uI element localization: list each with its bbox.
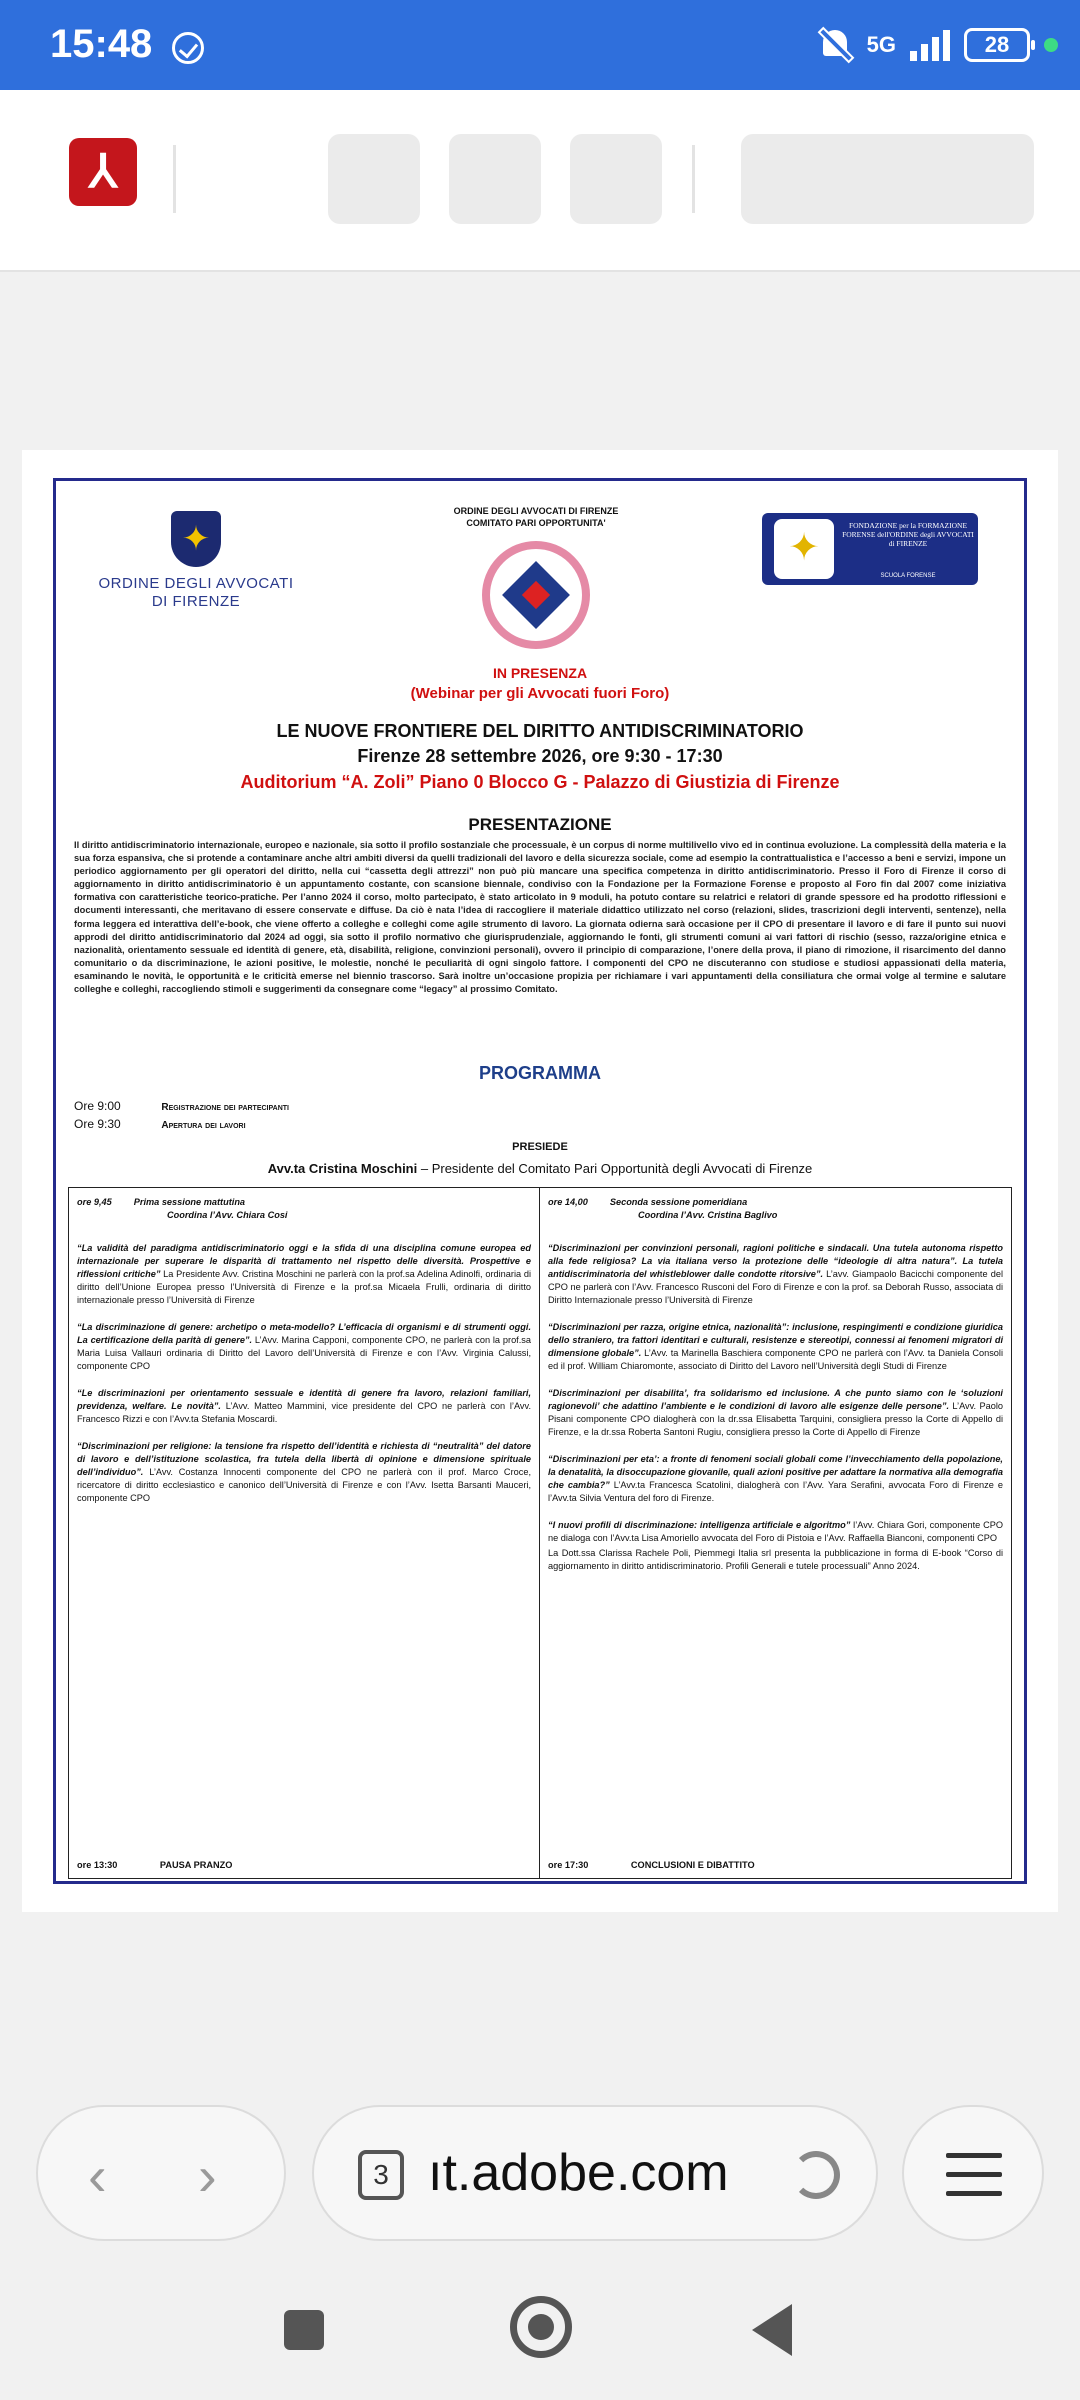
talk-title: “Discriminazioni per razza, origine etnica, nazionalità”: inclusione, respingimenti e condizione giuridica dello straniero, tra fattori identitari e culturali, resistenze e stereotipi, connessi ai fenomeni migratori di dimensione globale”.: [548, 1322, 1003, 1358]
url-text[interactable]: ıt.adobe.com: [428, 2144, 729, 2202]
header-committee: COMITATO PARI OPPORTUNITA': [466, 518, 606, 528]
pdf-page[interactable]: [22, 450, 1058, 1912]
program-label: Apertura dei lavori: [161, 1120, 246, 1131]
talk-speakers: L’Avv. ta Marinella Baschiera componente CPO ne parlerà con l’Avv. ta Daniela Consoli ed il prof. William Chiaromonte, associato di Diritto del Lavoro nell’Università degli Studi di Firenze: [548, 1348, 1003, 1371]
acrobat-logo-icon[interactable]: ⅄: [69, 138, 137, 206]
presiede-name: Avv.ta Cristina Moschini: [267, 1161, 418, 1176]
footer-label: CONCLUSIONI E DIBATTITO: [630, 1860, 755, 1870]
program-table: [68, 1187, 1012, 1879]
talk-title: “La validità del paradigma antidiscriminatorio oggi e la sfida di una disciplina comune europea ed internazionale per superare le disparità di trattamento nel rispetto delle diversità. Prospettive e riflessioni critiche”: [77, 1243, 531, 1279]
talk-title: “I nuovi profili di discriminazione: intelligenza artificiale e algoritmo”: [548, 1520, 851, 1530]
logo-fondazione: [762, 513, 978, 585]
menu-button[interactable]: [902, 2105, 1044, 2241]
back-arrow-icon[interactable]: ‹: [88, 2144, 107, 2207]
viewer-toolbar: [0, 90, 1080, 272]
forward-arrow-icon[interactable]: ›: [198, 2144, 217, 2207]
session-coordinator: Coordina l’Avv. Chiara Cosi: [167, 1210, 288, 1220]
talk-speakers: l’Avv. Chiara Gori, componente CPO ne dialoga con l’Avv.ta Lisa Amoriello avvocata del Foro di Pistoia e l’Avv. Raffaella Bianconi, componenti CPO: [548, 1520, 1003, 1543]
toolbar-placeholder-2: [449, 134, 541, 224]
session-title: Seconda sessione pomeridiana: [609, 1197, 748, 1207]
talk-item: [77, 1440, 531, 1505]
in-presenza: IN PRESENZA: [492, 665, 588, 681]
session-title: Prima sessione mattutina: [133, 1197, 246, 1207]
presiede-role: – Presidente del Comitato Pari Opportunità degli Avvocati di Firenze: [417, 1161, 813, 1176]
status-bar: [0, 0, 1080, 90]
header-org: ORDINE DEGLI AVVOCATI DI FIRENZE: [453, 506, 619, 516]
talk-speakers: L’Avv.ta Francesca Scatolini, dialogherà con l’Avv. Yara Serafini, avvocata Foro di Firenze e l’Avv.ta Silvia Ventura del foro di Firenze.: [548, 1480, 1003, 1503]
webinar-note: (Webinar per gli Avvocati fuori Foro): [410, 685, 670, 702]
presentazione-heading: PRESENTAZIONE: [468, 815, 612, 834]
program-label: Registrazione dei partecipanti: [161, 1102, 289, 1113]
fondazione-emblem-icon: [774, 519, 834, 579]
signal-icon: [910, 29, 950, 61]
reload-icon[interactable]: [792, 2151, 840, 2199]
program-time: Ore 9:00: [74, 1099, 121, 1113]
program-row: [74, 1099, 289, 1113]
talk-title: “Discriminazioni per convinzioni personali, ragioni politiche e sindacali. Una tutela autonoma rispetto alla fede religiosa? La via italiana verso la protezione delle “ideologie di altra natura”. La tutela antidiscriminatoria del whistleblower dalle condotte ritorsive”.: [548, 1243, 1003, 1279]
logo-right-sub: SCUOLA FORENSE: [880, 573, 936, 579]
presentazione-text: Il diritto antidiscriminatorio internazionale, europeo e nazionale, sia sotto il profilo sostanziale che processuale, è un corpus di norme multilivello vivo ed in continua evoluzione. La complessità della materia e la sua forza espansiva, che si protende a contaminare anche altri ambiti diversi da quelli tradizionali del lavoro e della sicurezza sociale, come ad esempio la contrattualistica e l’accesso a beni e servizi, impone un periodico aggiornamento per gli operatori del diritto, nella cui “cassetta degli attrezzi” non può più mancare una specifica competenza in diritto antidiscriminatorio. Presso il Foro di Firenze il corso di aggiornamento in diritto antidiscriminatorio è un appuntamento costante, con scansione biennale, condiviso con la Fondazione per la Formazione Forense e proposto al Foro fin dal 2007 come iniziativa formativa con caratteristiche teorico-pratiche. Per l’anno 2024 il corso, molto partecipato, è stato articolato in 9 moduli, ha potuto contare su relatrici e relatori di grande spessore ed ha prodotto riflessioni e documenti interessanti, che meritavano di essere conservate e diffuse. Da ciò è nata l’idea di raccogliere il materiale didattico utilizzato nel corso (relazioni, slides, trascrizioni degli interventi, sentenze), nella forma leggera ed interattiva dell’e-book, che viene offerto a colleghe e colleghi come agile strumento di lavoro. La giornata odierna sarà occasione per il CPO di presentare il lavoro e di fare il punto sui nuovi approdi del diritto antidiscriminatorio dal 2024 ad oggi, sia sotto il profilo normativo che giurisprudenziale, aggiornando le fonti, gli strumenti comuni ai vari fattori di rischio (sesso, razza/origine etnica e nazionalità, orientamento sessuale ed identità di genere, età, disabilità, religione, convinzioni personali), ovvero il principio di comparazione, l’onere della prova, il piano di rimozione, il risarcimento del danno comunitario o da discriminazione, le azioni positive, le molestie, nonché le peculiarità di ogni singolo fattore. I componenti del CPO ne discuteranno con studiose e studiosi appassionati della materia, esaminando le novità, le opportunità e le criticità emerse nel biennio trascorso. Sarà inoltre un’occasione propizia per richiamare i vari appuntamenti della consiliatura che ormai volge al termine e salutare colleghe e colleghi, raccogliendo stimoli e suggerimenti da consegnare come “legacy” al prossimo Comitato.: [74, 840, 1006, 995]
toolbar-divider: [173, 145, 176, 213]
footer-time: ore 17:30: [548, 1860, 589, 1870]
talk-item: [77, 1321, 531, 1373]
talk-speakers: La Presidente Avv. Cristina Moschini ne parlerà con la prof.sa Adelina Adinolfi, ordinaria di diritto dell’Unione Europea presso l’Università di Firenze e la prof.sa Micaela Frulli, ordinaria di diritto internazionale presso l’Università di Firenze: [77, 1269, 531, 1305]
talk-title: “Discriminazioni per religione: la tensione fra rispetto dell’identità e richiesta di “neutralità” del datore di lavoro e dell’istituzione scolastica, fra tutela della libertà di opinione e dimensione spirituale dell’individuo”.: [77, 1441, 531, 1477]
talk-item: [77, 1387, 531, 1426]
event-venue: Auditorium “A. Zoli” Piano 0 Blocco G - Palazzo di Giustizia di Firenze: [240, 772, 840, 792]
privacy-dot-icon: [1044, 38, 1058, 52]
battery-icon: 28: [964, 28, 1030, 62]
logo-ordine-avvocati: [96, 511, 296, 611]
program-time: Ore 9:30: [74, 1117, 121, 1131]
session-header: [548, 1196, 1003, 1209]
talk-item: [548, 1321, 1003, 1373]
nav-buttons: [36, 2105, 286, 2241]
ordine-emblem-icon: [171, 511, 221, 567]
afternoon-session: [540, 1188, 1011, 1878]
talk-item: [548, 1453, 1003, 1505]
talk-speakers: L’avv. Giampaolo Bacicchi componente del CPO ne parlerà con l’Avv. Francesco Rusconi del Foro di Firenze e con la prof. sa Deborah Russo, associata di Diritto Internazionale presso l’Università di Firenze: [548, 1269, 1003, 1305]
browser-bottom-bar: [0, 2080, 1080, 2260]
talk-item: [548, 1519, 1003, 1545]
session-footer: [548, 1859, 795, 1872]
session-time: ore 9,45: [77, 1197, 112, 1207]
compass-logo-icon: [482, 541, 590, 649]
hamburger-menu-icon: [946, 2153, 1002, 2210]
talk-item: [548, 1387, 1003, 1439]
toolbar-placeholder-1: [328, 134, 420, 224]
recents-icon[interactable]: [284, 2310, 324, 2350]
document-title: LE NUOVE FRONTIERE DEL DIRITTO ANTIDISCRIMINATORIO: [276, 721, 804, 741]
talk-title: “La discriminazione di genere: archetipo o meta-modello? L’efficacia di organismi e di strumenti oggi. La certificazione della parità di genere”.: [77, 1322, 531, 1345]
session-footer: [77, 1859, 272, 1872]
toolbar-placeholder-3: [570, 134, 662, 224]
talk-speakers: L’Avv. Costanza Innocenti componente del CPO ne parlerà con il prof. Marco Croce, ricercatore di diritto ecclesiastico e canonico dell’Università di Firenze e con l’Avv. Isetta Barsanti Mauceri, componente CPO: [77, 1467, 531, 1503]
event-date: Firenze 28 settembre 2026, ore 9:30 - 17:30: [357, 746, 723, 766]
toolbar-divider: [692, 145, 695, 213]
footer-label: PAUSA PRANZO: [159, 1860, 233, 1870]
session-header: [77, 1196, 531, 1209]
status-icons: [819, 28, 1058, 62]
talk-item: [77, 1242, 531, 1307]
talk-title: “Le discriminazioni per orientamento sessuale e identità di genere fra lavoro, relazioni familiari, previdenza, welfare. Le novità”.: [77, 1388, 531, 1411]
tab-count-button[interactable]: 3: [358, 2150, 404, 2200]
presiede-line: [56, 1161, 1024, 1176]
ebook-presentation: La Dott.ssa Clarissa Rachele Poli, Piemmegi Italia srl presenta la pubblicazione in forma di E-book “Corso di aggiornamento in diritto antidiscriminatorio. Profili Generali e tutele processuali” Anno 2024.: [548, 1548, 1003, 1571]
talk-title: “Discriminazioni per eta’: a fronte di fenomeni sociali globali come l’invecchiamento della popolazione, la denatalità, la disoccupazione giovanile, quali azioni positive per adattare la normativa alla demografia che cambia?”: [548, 1454, 1003, 1490]
home-icon[interactable]: [510, 2296, 572, 2358]
logo-cpo: [376, 505, 696, 649]
footer-time: ore 13:30: [77, 1860, 118, 1870]
session-time: ore 14,00: [548, 1197, 588, 1207]
talk-speakers: L’Avv. Matteo Mammini, vice presidente del CPO ne parlerà con l’Avv. Francesco Rizzi e con l’Avv.ta Stefania Moscardi.: [77, 1401, 531, 1424]
network-type: 5G: [866, 32, 896, 57]
presiede-heading: PRESIEDE: [512, 1141, 568, 1153]
talk-title: “Discriminazioni per disabilita’, fra solidarismo ed inclusione. A che punto siamo con le ‘soluzioni ragionevoli’ che adattino l’ambiente e le condizioni di lavoro alle esigenze delle persone”.: [548, 1388, 1003, 1411]
talk-speakers: L’Avv. Paolo Pisani componente CPO dialogherà con la dr.ssa Elisabetta Tarquini, consigliera presso la Corte di Appello di Firenze, e la dr.ssa Roberta Santoni Rugiu, consigliera presso la Corte di Appello di Firenze: [548, 1401, 1003, 1437]
address-bar[interactable]: [312, 2105, 878, 2241]
talk-speakers: L’Avv. Marina Capponi, componente CPO, ne parlerà con la prof.sa Maria Luisa Vallauri ordinaria di Diritto del Lavoro dell’Università di Firenze e con l’Avv. Virginia Calussi, componente CPO: [77, 1335, 531, 1371]
logo-right-text: FONDAZIONE per la FORMAZIONE FORENSE dell'ORDINE degli AVVOCATI di FIRENZE: [842, 521, 974, 548]
morning-session: [69, 1188, 540, 1878]
logo-left-name: ORDINE DEGLI AVVOCATI DI FIRENZE: [98, 575, 294, 610]
talk-item: [548, 1242, 1003, 1307]
sync-check-icon: [172, 32, 204, 64]
system-navigation: [0, 2260, 1080, 2400]
mute-icon: [819, 28, 853, 62]
toolbar-placeholder-4: [741, 134, 1034, 224]
programma-heading: PROGRAMMA: [479, 1063, 601, 1083]
session-coordinator: Coordina l’Avv. Cristina Baglivo: [638, 1210, 778, 1220]
status-time: 15:48: [50, 22, 153, 66]
program-row: [74, 1117, 246, 1131]
back-triangle-icon[interactable]: [752, 2304, 792, 2356]
document-frame: [53, 478, 1027, 1884]
